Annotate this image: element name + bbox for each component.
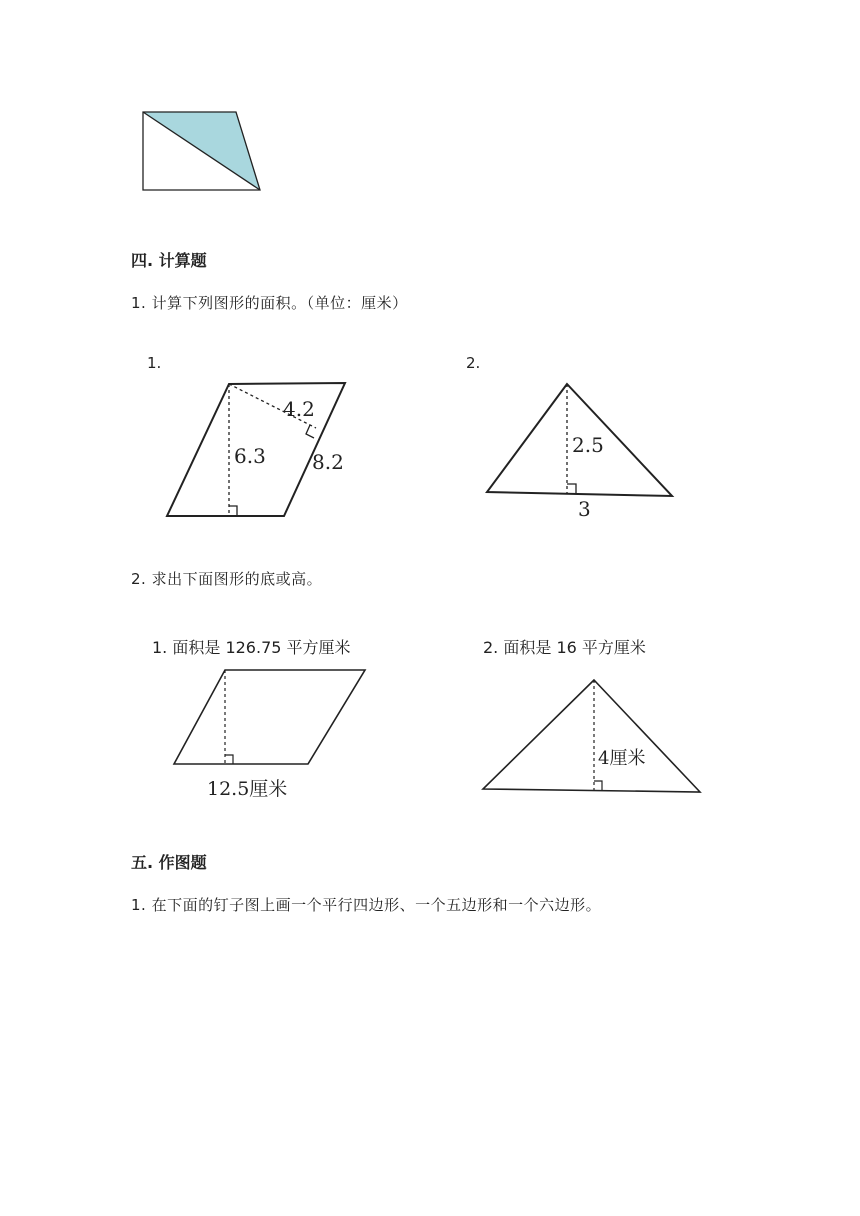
q1-fig1-number: 1. (147, 354, 162, 372)
label-2-5: 2.5 (572, 433, 604, 457)
label-4-2: 4.2 (283, 397, 315, 421)
q2-triangle-figure (483, 680, 700, 792)
label-4cm: 4厘米 (598, 748, 646, 769)
q2-triangle-right-angle-mark (594, 781, 602, 790)
q2-right-angle-mark (225, 755, 233, 764)
q1-fig2-number: 2. (466, 354, 481, 372)
q2-parallelogram-outline (174, 670, 365, 764)
label-6-3: 6.3 (234, 444, 266, 468)
q1-text: 1. 计算下列图形的面积。（单位：厘米） (131, 294, 408, 312)
label-3: 3 (578, 497, 591, 521)
q2-text: 2. 求出下面图形的底或高。 (131, 570, 323, 588)
label-8-2: 8.2 (312, 450, 344, 474)
section5-q1-text: 1. 在下面的钉子图上画一个平行四边形、一个五边形和一个六边形。 (131, 896, 602, 914)
q2-parallelogram-figure (174, 670, 365, 800)
section4-heading: 四. 计算题 (131, 251, 207, 270)
section5-heading: 五. 作图题 (131, 853, 207, 872)
label-12-5: 12.5厘米 (207, 778, 288, 800)
q2-triangle-outline (483, 680, 700, 792)
q2-fig2-caption: 2. 面积是 16 平方厘米 (483, 638, 646, 657)
q2-fig1-caption: 1. 面积是 126.75 平方厘米 (152, 638, 351, 657)
